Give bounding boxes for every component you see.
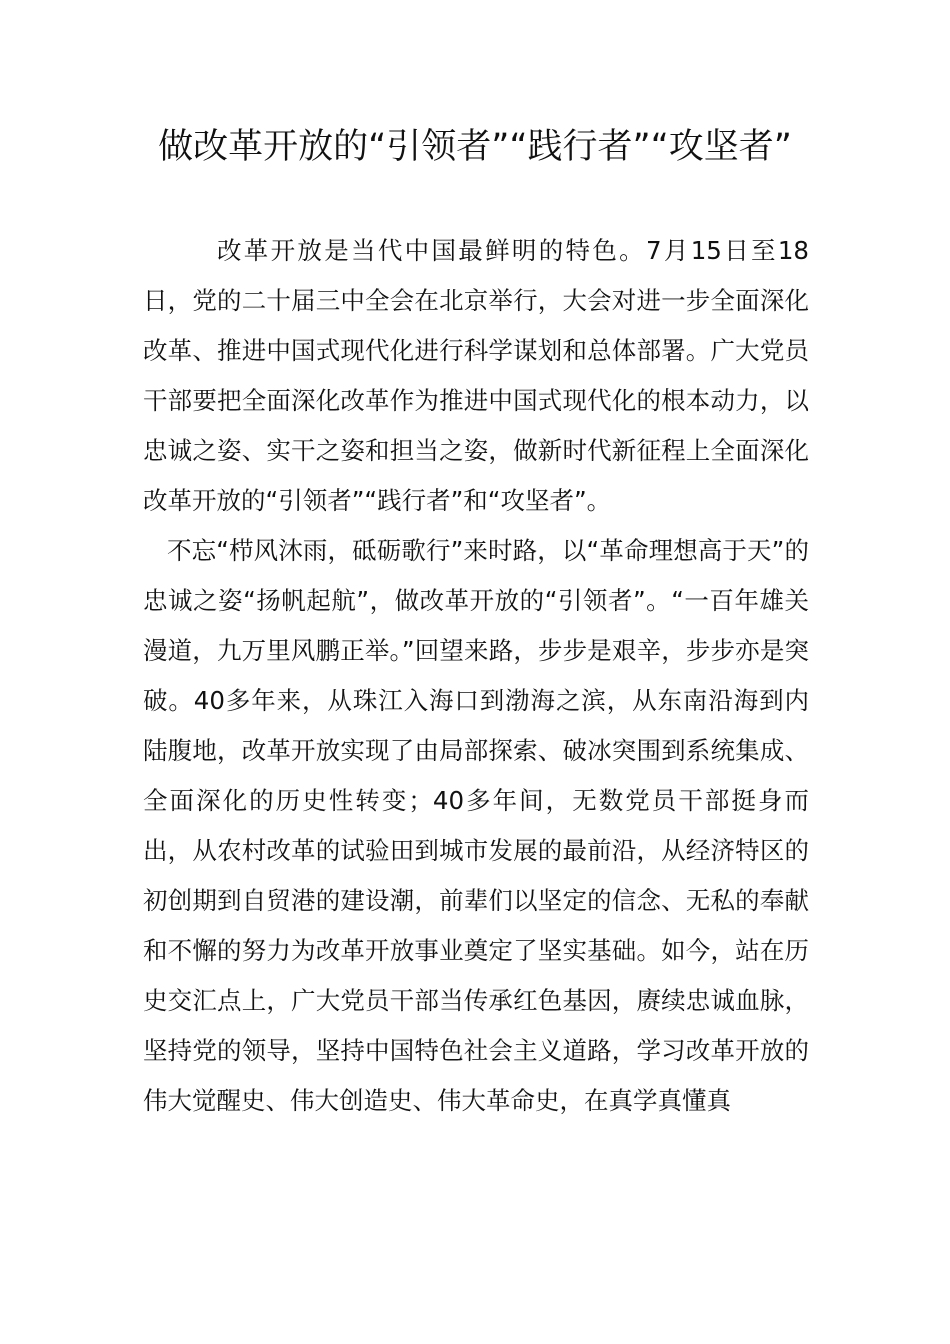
document-title: 做改革开放的“引领者”“践行者”“攻坚者” [158,127,792,167]
paragraph-leader: 不忘“栉风沐雨，砥砺歌行”来时路，以“革命理想高于天”的忠诚之姿“扬帆起航”，做改革开放的“引领者”。“一百年雄关漫道，九万里风鹏正举。”回望来路，步步是艰辛，步步亦是突破。40多年来，从珠江入海口到渤海之滨，从东南沿海到内陆腹地，改革开放实现了由局部探索、破冰突围到系统集成、全面深化的历史性转变；40多年间，无数党员干部挺身而出，从农村改革的试验田到城市发展的最前沿，从经济特区的初创期到自贸港的建设潮，前辈们以坚定的信念、无私的奉献和不懈的努力为改革开放事业奠定了坚实基础。如今，站在历史交汇点上，广大党员干部当传承红色基因，赓续忠诚血脉，坚持党的领导，坚持中国特色社会主义道路，学习改革开放的伟大觉醒史、伟大创造史、伟大革命史，在真学真懂真 [143,536,809,1115]
paragraph-intro: 改革开放是当代中国最鲜明的特色。7月15日至18日，党的二十届三中全会在北京举行，大会对进一步全面深化改革、推进中国式现代化进行科学谋划和总体部署。广大党员干部要把全面深化改革作为推进中国式现代化的根本动力，以忠诚之姿、实干之姿和担当之姿，做新时代新征程上全面深化改革开放的“引领者”“践行者”和“攻坚者”。 [143,236,809,515]
document-body [143,226,809,1126]
